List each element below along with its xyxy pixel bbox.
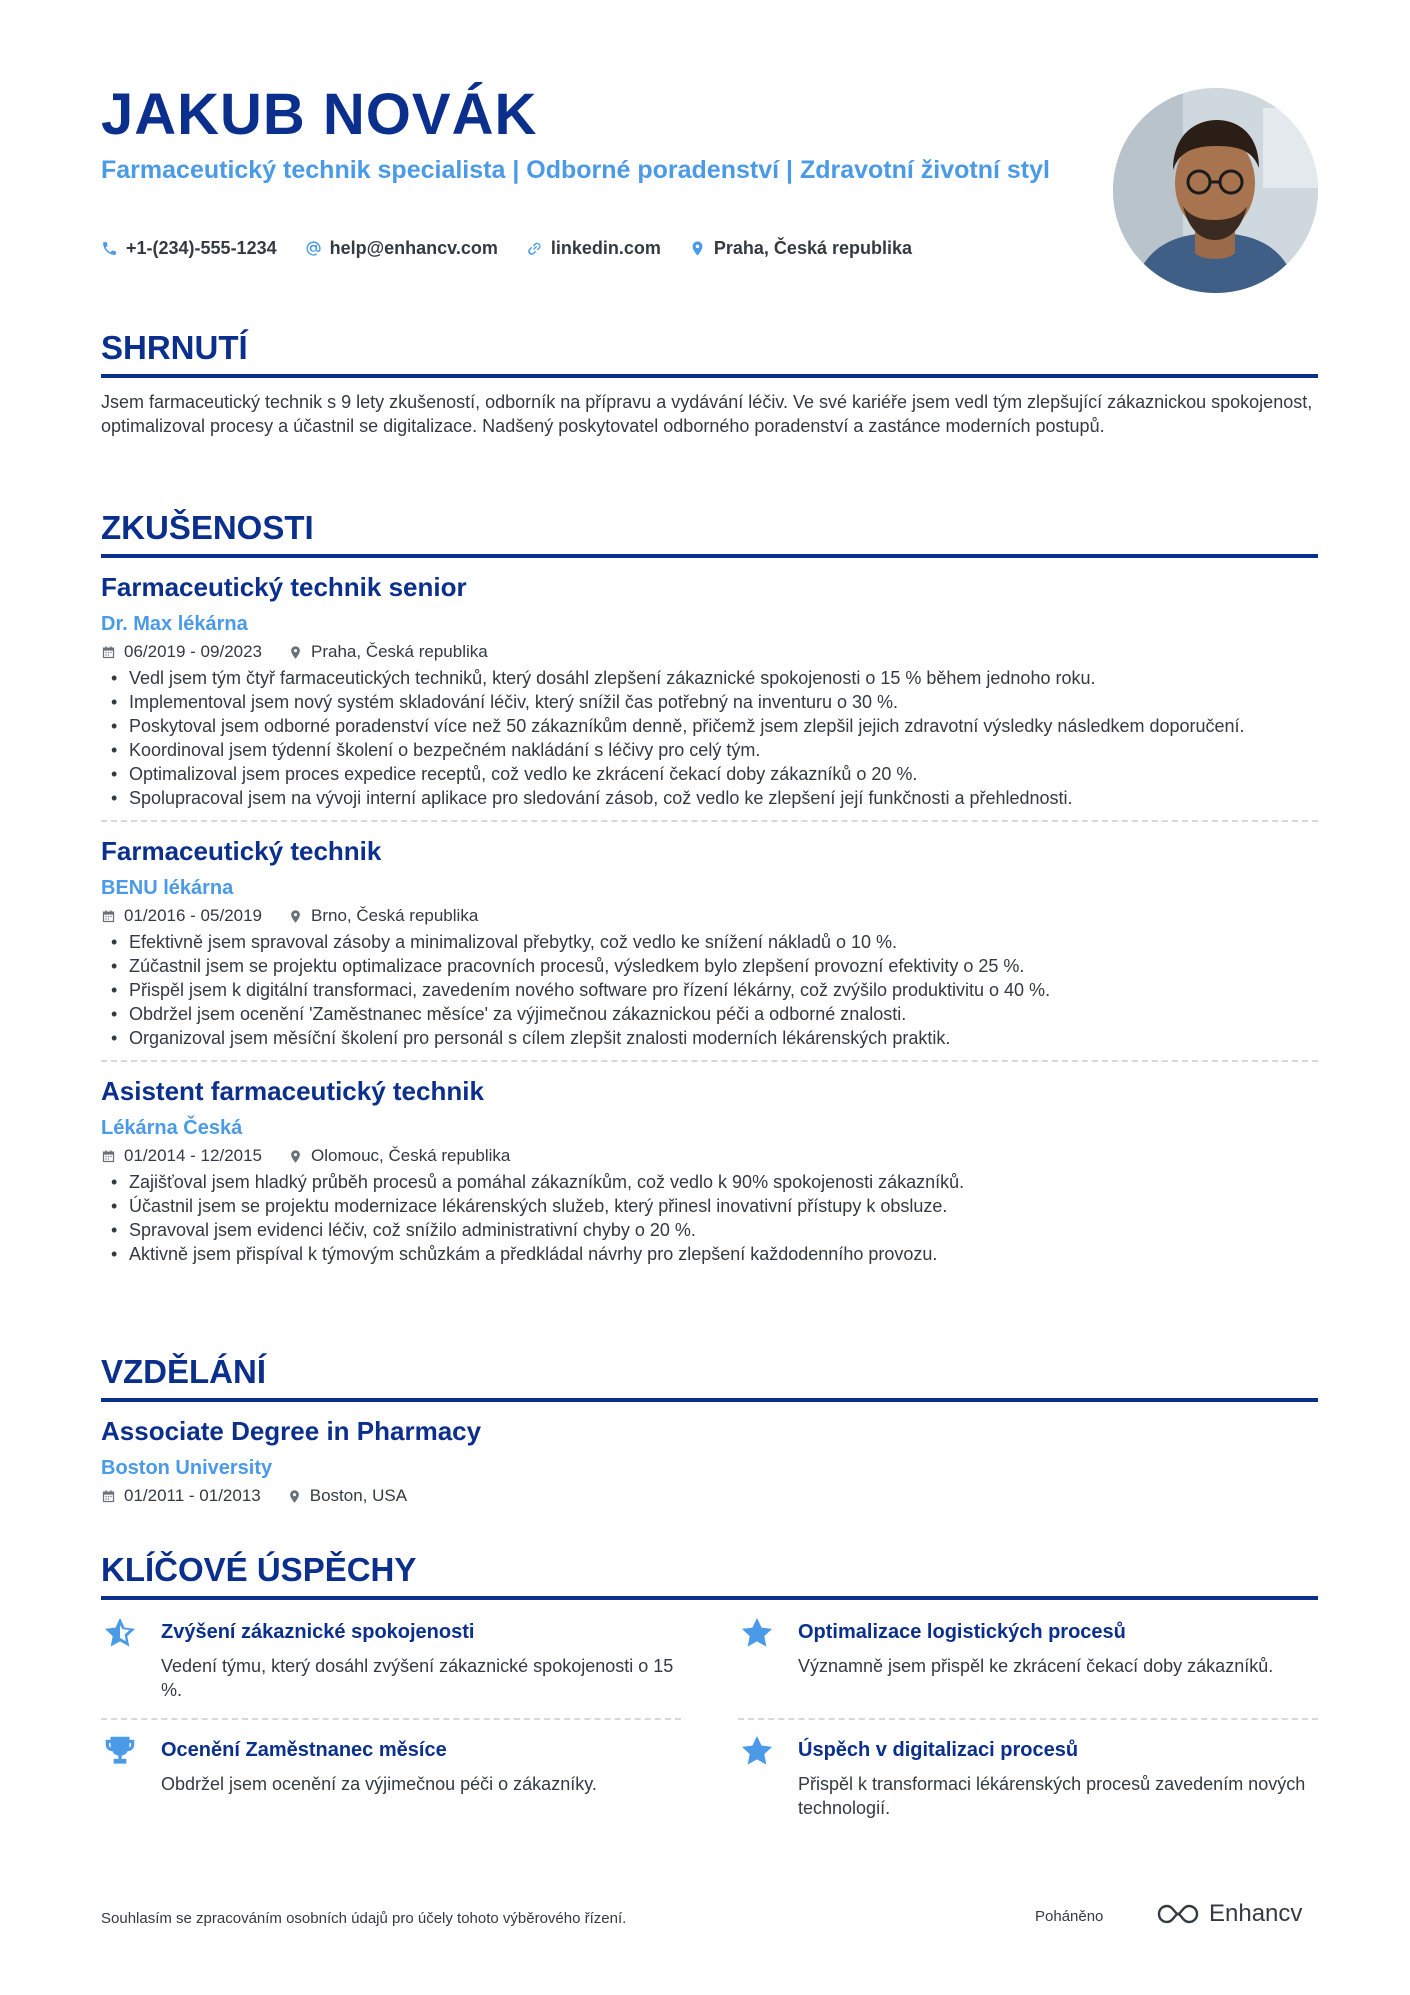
achievement-title: Zvýšení zákaznické spokojenosti (161, 1621, 475, 1643)
job-bullets (101, 930, 1318, 1050)
job-entry (101, 1074, 1318, 1266)
list-item: • Zajišťoval jsem hladký průběh procesů a pomáhal zákazníkům, což vedlo k 90% spokojenosti zákazníků. (101, 1170, 1318, 1194)
section-divider (101, 1596, 1318, 1600)
location-text: Praha, Česká republika (713, 238, 913, 258)
achievement-title: Optimalizace logistických procesů (798, 1621, 1126, 1643)
linkedin-text: linkedin.com (550, 238, 661, 258)
star-icon (738, 1732, 776, 1770)
job-dates (101, 640, 262, 664)
footer-consent: Souhlasím se zpracováním osobních údajů pro účely tohoto výběrového řízení. (101, 1910, 627, 1927)
contact-bar (101, 238, 912, 259)
list-item: • Spolupracoval jsem na vývoji interní aplikace pro sledování zásob, což vedlo ke zlepšení její funkčnosti a přehlednosti. (101, 786, 1318, 810)
list-item: • Koordinoval jsem týdenní školení o bezpečném nakládání s léčivy pro celý tým. (101, 738, 1318, 762)
location-pin-icon (287, 1489, 302, 1504)
job-meta (101, 640, 1318, 664)
list-item: • Přispěl jsem k digitální transformaci, zavedením nového software pro řízení lékárny, což zvýšilo produktivitu o 40 %. (101, 978, 1318, 1002)
education-location-text: Boston, USA (309, 1486, 408, 1505)
list-item: • Aktivně jsem přispíval k týmovým schůzkám a předkládal návrhy pro zlepšení každodenního provozu. (101, 1242, 1318, 1266)
job-separator (101, 820, 1318, 822)
job-entry (101, 570, 1318, 810)
list-item: • Implementoval jsem nový systém skladování léčiv, který snížil čas potřebný na inventuru o 30 %. (101, 690, 1318, 714)
job-entry (101, 834, 1318, 1050)
list-item: • Efektivně jsem spravoval zásoby a minimalizoval přebytky, což vedlo ke snížení nákladů o 10 %. (101, 930, 1318, 954)
job-bullets (101, 1170, 1318, 1266)
calendar-icon (101, 909, 116, 924)
list-item: • Organizoval jsem měsíční školení pro personál s cílem zlepšit znalosti moderních lékárenských praktik. (101, 1026, 1318, 1050)
star-outline-icon (101, 1614, 139, 1652)
achievement-title: Ocenění Zaměstnanec měsíce (161, 1739, 447, 1761)
contact-email[interactable] (305, 238, 498, 259)
education-heading: VZDĚLÁNÍ (101, 1353, 266, 1390)
job-dates (101, 904, 262, 928)
location-pin-icon (288, 909, 303, 924)
education-entry (101, 1414, 1318, 1508)
summary-section (101, 328, 1318, 438)
summary-text: Jsem farmaceutický technik s 9 lety zkušeností, odborník na přípravu a vydávání léčiv. Ve své kariéře jsem vedl tým zlepšující zákaznickou spokojenost, optimalizoval procesy a účastnil se digitalizace. Nadšený poskytovatel odborného poradenství a zastánce moderních postupů. (101, 392, 1313, 436)
company-name: BENU lékárna (101, 877, 234, 899)
education-meta (101, 1484, 1318, 1508)
job-meta (101, 904, 1318, 928)
enhancv-brand: Enhancv (1209, 1900, 1303, 1927)
experience-section (101, 508, 1318, 1266)
achievement-separator (101, 1718, 681, 1720)
achievement-desc: Přispěl k transformaci lékárenských procesů zavedením nových technologií. (798, 1774, 1306, 1818)
enhancv-logo[interactable] (1155, 1900, 1302, 1928)
location-pin-icon (288, 1149, 303, 1164)
phone-icon (101, 240, 118, 257)
contact-location (689, 238, 912, 259)
list-item: • Vedl jsem tým čtyř farmaceutických techniků, který dosáhl zlepšení zákaznické spokojenosti o 15 % během jednoho roku. (101, 666, 1318, 690)
avatar (1113, 88, 1318, 293)
job-dates-text: 06/2019 - 09/2023 (124, 642, 263, 661)
job-location-text: Olomouc, Česká republika (311, 1146, 511, 1165)
job-location (288, 904, 478, 928)
job-title: Asistent farmaceutický technik (101, 1076, 484, 1106)
job-location-text: Brno, Česká republika (311, 906, 479, 925)
achievement-separator (738, 1718, 1318, 1720)
calendar-icon (101, 645, 116, 660)
job-meta (101, 1144, 1318, 1168)
list-item: • Zúčastnil jsem se projektu optimalizace pracovních procesů, výsledkem bylo zlepšení provozní efektivity o 25 %. (101, 954, 1318, 978)
list-item: • Spravoval jsem evidenci léčiv, což snížilo administrativní chyby o 20 %. (101, 1218, 1318, 1242)
job-bullets (101, 666, 1318, 810)
calendar-icon (101, 1489, 116, 1504)
job-dates-text: 01/2014 - 12/2015 (124, 1146, 263, 1165)
job-location-text: Praha, Česká republika (311, 642, 488, 661)
list-item: • Obdržel jsem ocenění 'Zaměstnanec měsíce' za výjimečnou zákaznickou péči a odborné znalosti. (101, 1002, 1318, 1026)
section-divider (101, 1398, 1318, 1402)
at-icon (305, 240, 322, 257)
link-icon (526, 240, 543, 257)
email-text: help@enhancv.com (329, 238, 498, 258)
job-title: Farmaceutický technik (101, 836, 382, 866)
education-dates-text: 01/2011 - 01/2013 (124, 1486, 261, 1505)
resume-header (101, 0, 1318, 320)
achievement-desc: Obdržel jsem ocenění za výjimečnou péči o zákazníky. (161, 1774, 597, 1794)
achievement-desc: Vedení týmu, který dosáhl zvýšení zákaznické spokojenosti o 15 %. (161, 1656, 674, 1700)
enhancv-logo-icon (1155, 1901, 1201, 1927)
degree-title: Associate Degree in Pharmacy (101, 1416, 482, 1446)
footer-powered: Poháněno (1035, 1908, 1104, 1925)
company-name: Lékárna Česká (101, 1117, 243, 1139)
company-name: Dr. Max lékárna (101, 613, 248, 635)
experience-heading: ZKUŠENOSTI (101, 509, 314, 546)
contact-linkedin[interactable] (526, 238, 661, 259)
achievement-desc: Významně jsem přispěl ke zkrácení čekací doby zákazníků. (798, 1656, 1274, 1676)
trophy-icon (101, 1732, 139, 1770)
achievements-grid (101, 1614, 1318, 1854)
summary-heading: SHRNUTÍ (101, 329, 248, 366)
list-item: • Poskytoval jsem odborné poradenství více než 50 zákazníkům denně, přičemž jsem zlepšil jejich zdravotní výsledky následkem doporučení. (101, 714, 1318, 738)
education-dates (101, 1484, 261, 1508)
section-divider (101, 374, 1318, 378)
location-pin-icon (689, 240, 706, 257)
resume-page (101, 0, 1318, 1818)
section-divider (101, 554, 1318, 558)
phone-text: +1-(234)-555-1234 (126, 238, 277, 258)
star-icon (738, 1614, 776, 1652)
education-location (287, 1484, 407, 1508)
candidate-name: JAKUB NOVÁK (101, 82, 538, 147)
list-item: • Účastnil jsem se projektu modernizace lékárenských služeb, který přinesl inovativní přístupy k obsluze. (101, 1194, 1318, 1218)
job-location (288, 1144, 510, 1168)
achievements-heading: KLÍČOVÉ ÚSPĚCHY (101, 1551, 417, 1588)
education-section (101, 1352, 1318, 1508)
job-title: Farmaceutický technik senior (101, 572, 467, 602)
job-location (288, 640, 488, 664)
job-dates (101, 1144, 262, 1168)
job-separator (101, 1060, 1318, 1062)
achievements-section (101, 1550, 1318, 1854)
contact-phone[interactable] (101, 238, 277, 259)
calendar-icon (101, 1149, 116, 1164)
list-item: • Optimalizoval jsem proces expedice receptů, což vedlo ke zkrácení čekací doby zákazníků o 20 %. (101, 762, 1318, 786)
job-dates-text: 01/2016 - 05/2019 (124, 906, 263, 925)
candidate-title: Farmaceutický technik specialista | Odborné poradenství | Zdravotní životní styl (101, 156, 1050, 184)
school-name: Boston University (101, 1457, 273, 1479)
achievement-title: Úspěch v digitalizaci procesů (798, 1739, 1079, 1761)
location-pin-icon (288, 645, 303, 660)
